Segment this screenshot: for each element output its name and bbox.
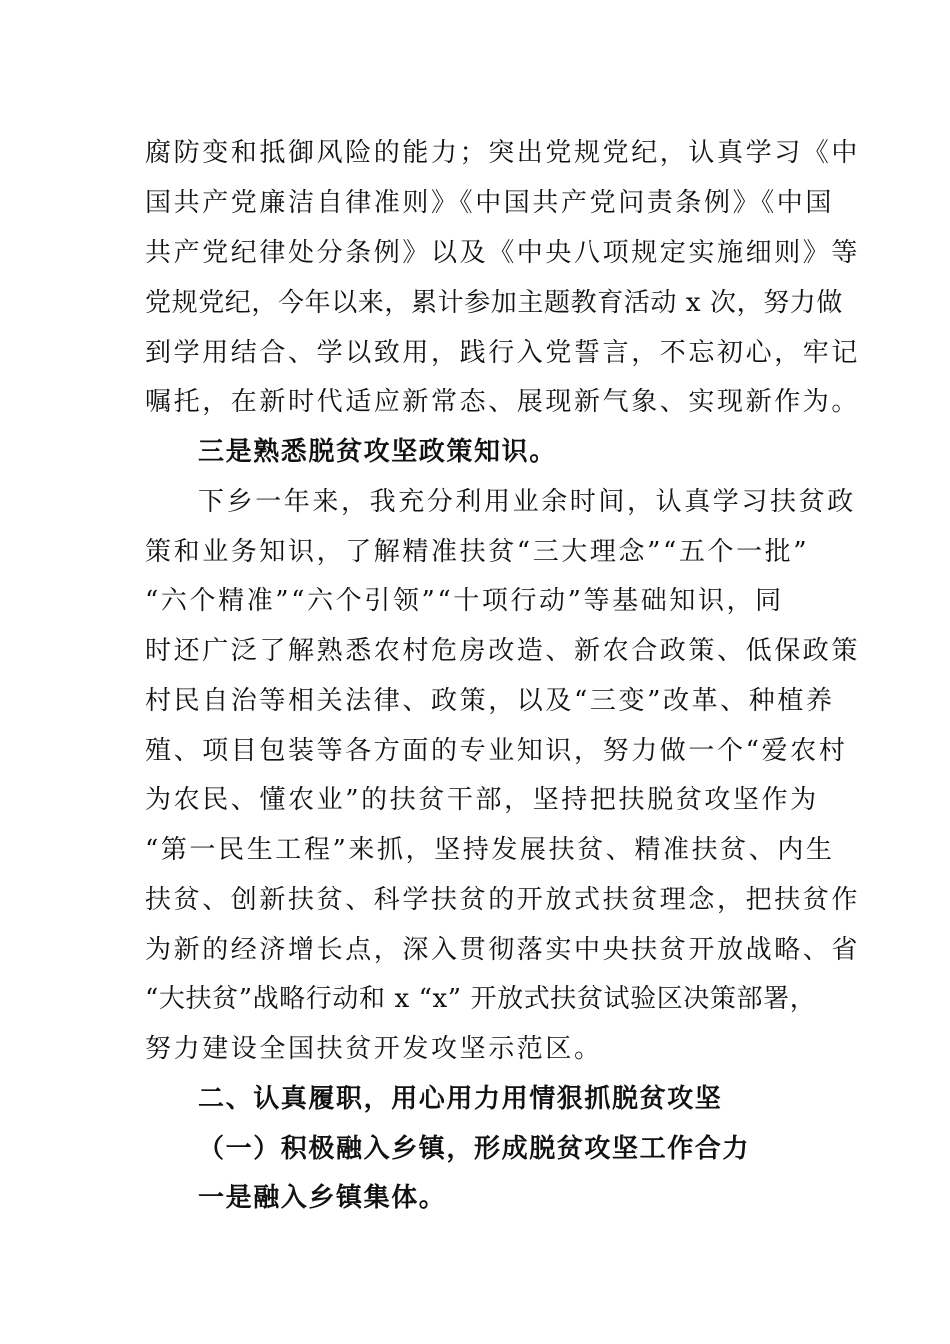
paragraph-line: 为新的经济增长点，深入贯彻落实中央扶贫开放战略、省 xyxy=(145,935,861,965)
paragraph-line: 时还广泛了解熟悉农村危房改造、新农合政策、低保政策 xyxy=(145,636,861,666)
subsection-heading: 三是熟悉脱贫攻坚政策知识。 xyxy=(198,437,557,467)
paragraph-line: 共产党纪律处分条例》以及《中央八项规定实施细则》等 xyxy=(145,238,861,268)
paragraph-line: 为农民、懂农业”的扶贫干部，坚持把扶脱贫攻坚作为 xyxy=(145,785,819,815)
paragraph-line: 策和业务知识，了解精准扶贫“三大理念”“五个一批” xyxy=(145,537,810,567)
subsection-heading: 一是融入乡镇集体。 xyxy=(198,1183,447,1213)
paragraph-line: 国共产党廉洁自律准则》《中国共产党问责条例》《中国 xyxy=(145,188,835,218)
paragraph-line: 嘱托，在新时代适应新常态、展现新气象、实现新作为。 xyxy=(145,387,861,417)
paragraph-line: 殖、项目包装等各方面的专业知识，努力做一个“爱农村 xyxy=(145,736,848,766)
paragraph-line: 村民自治等相关法律、政策，以及“三变”改革、种植养 xyxy=(145,686,835,716)
paragraph-line: 到学用结合、学以致用，践行入党誓言，不忘初心，牢记 xyxy=(145,338,861,368)
paragraph-line: 党规党纪，今年以来，累计参加主题教育活动 x 次，努力做 xyxy=(145,288,843,318)
paragraph-line: 扶贫、创新扶贫、科学扶贫的开放式扶贫理念，把扶贫作 xyxy=(145,885,861,915)
paragraph-line: “第一民生工程”来抓，坚持发展扶贫、精准扶贫、内生 xyxy=(145,835,835,865)
paragraph-line: 努力建设全国扶贫开发攻坚示范区。 xyxy=(145,1034,603,1064)
paragraph-line: 腐防变和抵御风险的能力；突出党规党纪，认真学习《中 xyxy=(145,138,861,168)
paragraph-line: 下乡一年来，我充分利用业余时间，认真学习扶贫政 xyxy=(198,487,856,517)
subsection-heading: （一）积极融入乡镇，形成脱贫攻坚工作合力 xyxy=(198,1134,751,1164)
section-heading: 二、认真履职，用心用力用情狠抓脱贫攻坚 xyxy=(198,1084,723,1114)
paragraph-line: “大扶贫”战略行动和 x “x” 开放式扶贫试验区决策部署， xyxy=(145,984,817,1014)
paragraph-line: “六个精准”“六个引领”“十项行动”等基础知识，同 xyxy=(145,586,784,616)
